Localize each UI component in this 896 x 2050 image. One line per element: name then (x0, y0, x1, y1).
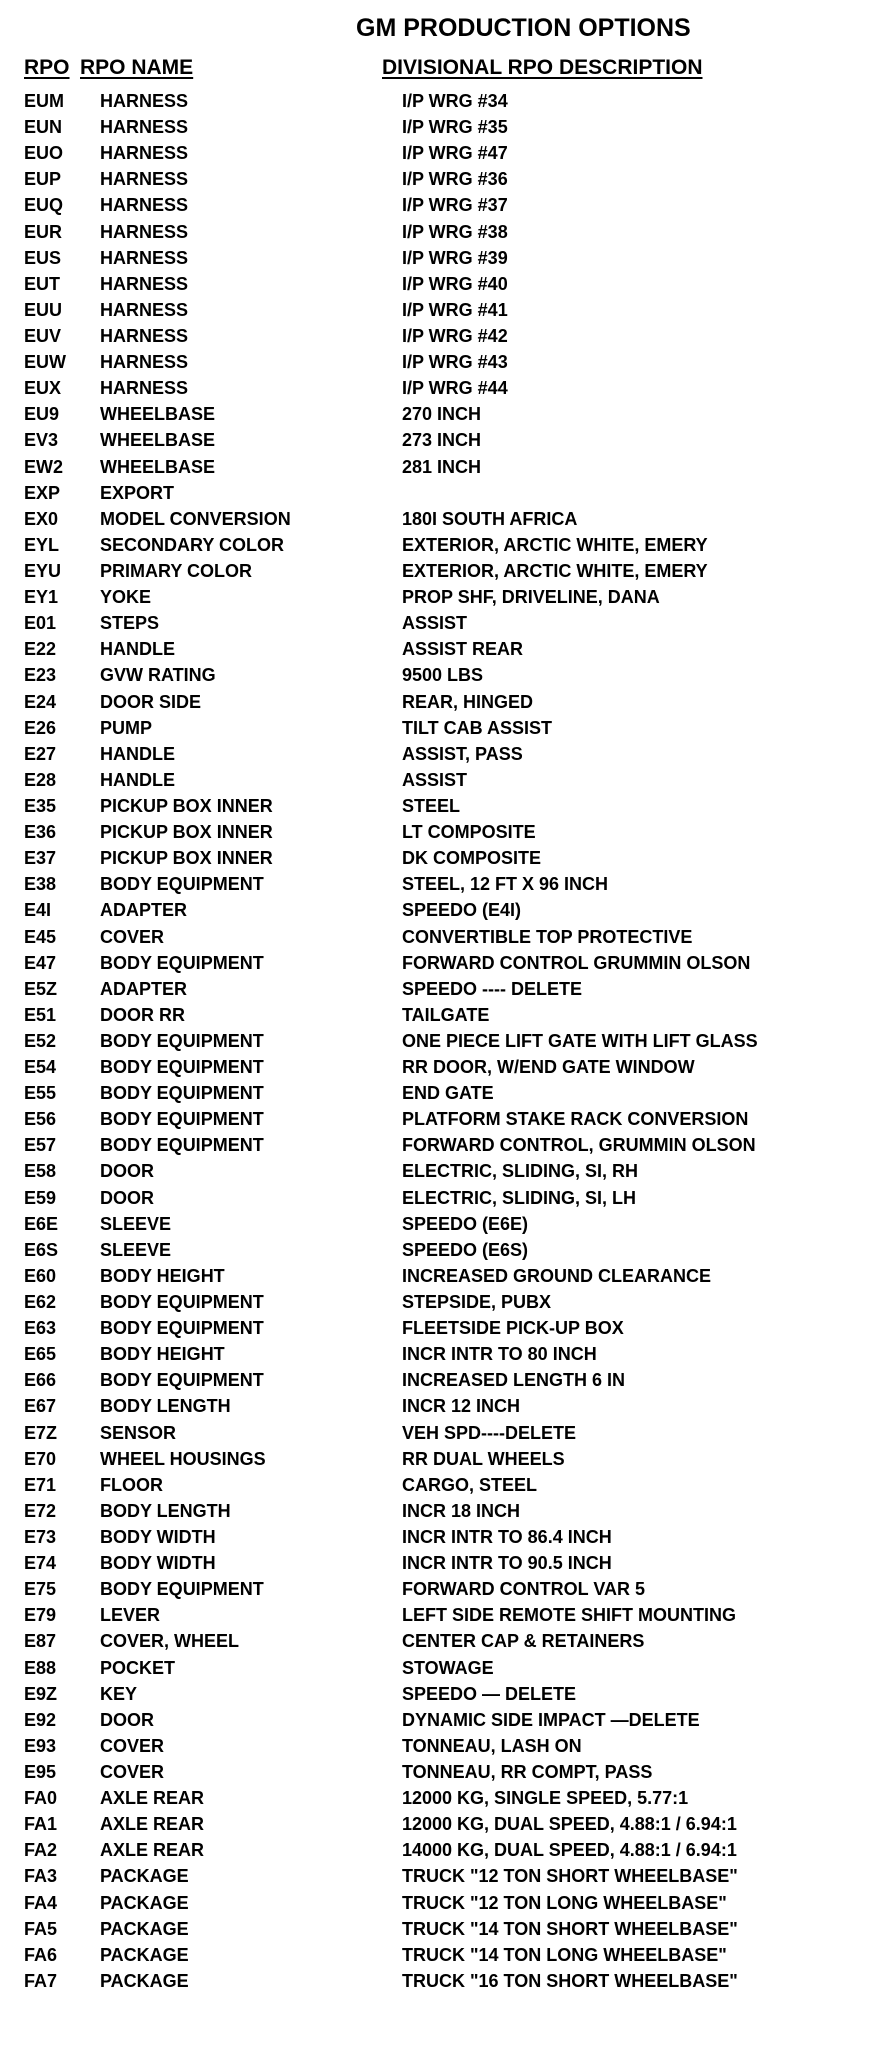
table-row (24, 1446, 884, 1472)
table-row (24, 1080, 884, 1106)
rpo-description: I/P WRG #40 (402, 273, 508, 294)
table-row (24, 741, 884, 767)
rpo-description: VEH SPD----DELETE (402, 1422, 577, 1443)
rpo-description: 14000 KG, DUAL SPEED, 4.88:1 / 6.94:1 (402, 1840, 737, 1861)
rpo-code: EV3 (24, 430, 59, 451)
rpo-description: TRUCK "14 TON SHORT WHEELBASE" (402, 1918, 738, 1939)
rpo-name: PUMP (100, 717, 153, 738)
table-row (24, 1185, 884, 1211)
table-row (24, 1785, 884, 1811)
rpo-code: EUQ (24, 195, 64, 216)
table-row (24, 1968, 884, 1994)
rpo-description: END GATE (402, 1083, 494, 1104)
rpo-code: E27 (24, 743, 57, 764)
rpo-description: 270 INCH (402, 404, 482, 425)
table-row (24, 1289, 884, 1315)
rpo-code: E6S (24, 1239, 59, 1260)
rpo-description: 9500 LBS (402, 665, 484, 686)
rpo-name: HARNESS (100, 299, 189, 320)
rpo-code: FA4 (24, 1892, 58, 1913)
rpo-code: E65 (24, 1344, 57, 1365)
table-row (24, 1759, 884, 1785)
table-row (24, 1681, 884, 1707)
rpo-description: TONNEAU, RR COMPT, PASS (402, 1762, 653, 1782)
rpo-name: DOOR SIDE (100, 691, 202, 712)
rpo-name: PICKUP BOX INNER (100, 848, 273, 869)
rpo-name: WHEELBASE (100, 456, 216, 477)
rpo-name: MODEL CONVERSION (100, 508, 291, 529)
table-row (24, 1550, 884, 1576)
rpo-name: PACKAGE (100, 1970, 189, 1991)
rpo-name: BODY LENGTH (100, 1500, 231, 1521)
rpo-description: PLATFORM STAKE RACK CONVERSION (402, 1109, 749, 1130)
rpo-code: E23 (24, 665, 57, 686)
table-row (24, 1524, 884, 1550)
rpo-name: BODY EQUIPMENT (100, 952, 264, 973)
rpo-description: INCR INTR TO 86.4 INCH (402, 1527, 612, 1548)
rpo-description: RR DUAL WHEELS (402, 1448, 565, 1469)
rpo-code: E45 (24, 926, 57, 947)
rpo-name: AXLE REAR (100, 1788, 205, 1809)
rpo-name: HARNESS (100, 325, 189, 346)
rpo-description: REAR, HINGED (402, 691, 534, 712)
rpo-name: ADAPTER (100, 978, 188, 999)
rpo-name: HARNESS (100, 143, 189, 164)
rpo-code: E62 (24, 1292, 57, 1313)
rpo-name: FLOOR (100, 1474, 163, 1495)
rpo-code: FA1 (24, 1814, 58, 1835)
rpo-name: AXLE REAR (100, 1840, 205, 1861)
rpo-code: E54 (24, 1057, 57, 1078)
rpo-description: I/P WRG #34 (402, 91, 508, 111)
rpo-description: FORWARD CONTROL, GRUMMIN OLSON (402, 1135, 756, 1156)
rpo-name: SECONDARY COLOR (100, 534, 285, 555)
rpo-code: EUM (24, 91, 64, 111)
table-row (24, 1028, 884, 1054)
rpo-description: EXTERIOR, ARCTIC WHITE, EMERY (402, 534, 708, 555)
rpo-description: FLEETSIDE PICK-UP BOX (402, 1318, 624, 1339)
rpo-name: COVER (100, 926, 165, 947)
rpo-description: TRUCK "12 TON LONG WHEELBASE" (402, 1892, 727, 1913)
rpo-code: E57 (24, 1135, 57, 1156)
rpo-code: EXP (24, 482, 61, 503)
rpo-name: DOOR (100, 1161, 154, 1182)
rpo-code: EUP (24, 169, 62, 190)
rpo-name: BODY HEIGHT (100, 1344, 225, 1365)
table-row (24, 427, 884, 453)
table-row (24, 767, 884, 793)
rpo-description: 12000 KG, SINGLE SPEED, 5.77:1 (402, 1788, 689, 1809)
rpo-name: WHEELBASE (100, 430, 216, 451)
rpo-name: YOKE (100, 587, 152, 608)
header-rpo-name: RPO NAME (80, 56, 194, 79)
table-row (24, 454, 884, 480)
rpo-code: E75 (24, 1579, 57, 1600)
rpo-description: I/P WRG #47 (402, 143, 508, 164)
rpo-name: BODY EQUIPMENT (100, 1318, 264, 1339)
rpo-code: E95 (24, 1762, 57, 1782)
rpo-code: EUT (24, 273, 60, 294)
rpo-description: I/P WRG #36 (402, 169, 508, 190)
rpo-name: BODY HEIGHT (100, 1265, 225, 1286)
rpo-description: STEPSIDE, PUBX (402, 1292, 552, 1313)
rpo-name: DOOR (100, 1187, 154, 1208)
rpo-code: EUO (24, 143, 64, 164)
rpo-name: BODY EQUIPMENT (100, 1135, 264, 1156)
table-row (24, 1132, 884, 1158)
rpo-code: E59 (24, 1187, 57, 1208)
table-row (24, 1733, 884, 1759)
rpo-description: CENTER CAP & RETAINERS (402, 1631, 645, 1652)
rpo-name: SENSOR (100, 1422, 177, 1443)
table-row (24, 871, 884, 897)
rpo-name: PACKAGE (100, 1892, 189, 1913)
rpo-code: FA2 (24, 1840, 58, 1861)
rpo-name: COVER (100, 1735, 165, 1756)
rpo-description: CARGO, STEEL (402, 1474, 538, 1495)
table-row (24, 715, 884, 741)
table-row (24, 1628, 884, 1654)
table-row (24, 1420, 884, 1446)
rpo-description: FORWARD CONTROL GRUMMIN OLSON (402, 952, 751, 973)
table-row (24, 1916, 884, 1942)
table-row (24, 1655, 884, 1681)
rpo-code: E63 (24, 1318, 57, 1339)
rpo-description: I/P WRG #37 (402, 195, 508, 216)
rpo-code: E72 (24, 1500, 57, 1521)
rpo-code: E01 (24, 613, 57, 634)
rpo-code: E36 (24, 822, 57, 843)
rpo-description: ASSIST, PASS (402, 743, 523, 764)
rpo-description: 12000 KG, DUAL SPEED, 4.88:1 / 6.94:1 (402, 1814, 737, 1835)
rpo-code: E60 (24, 1265, 57, 1286)
table-row (24, 1054, 884, 1080)
table-row (24, 114, 884, 140)
rpo-code: E70 (24, 1448, 57, 1469)
rpo-name: POCKET (100, 1657, 176, 1678)
rpo-name: HANDLE (100, 639, 175, 660)
rpo-name: HARNESS (100, 221, 189, 242)
rpo-description: TILT CAB ASSIST (402, 717, 552, 738)
table-row (24, 1602, 884, 1628)
rpo-code: E74 (24, 1553, 57, 1574)
options-table (24, 88, 884, 1994)
rpo-code: EY1 (24, 587, 59, 608)
rpo-name: SLEEVE (100, 1213, 172, 1234)
rpo-code: FA3 (24, 1866, 58, 1887)
rpo-name: EXPORT (100, 482, 175, 503)
rpo-code: E73 (24, 1527, 57, 1548)
rpo-code: E47 (24, 952, 57, 973)
table-row (24, 401, 884, 427)
rpo-code: EYL (24, 534, 60, 555)
rpo-code: FA6 (24, 1944, 58, 1965)
rpo-name: DOOR RR (100, 1004, 185, 1025)
rpo-description: I/P WRG #41 (402, 299, 508, 320)
rpo-name: HANDLE (100, 769, 175, 790)
rpo-description: 273 INCH (402, 430, 482, 451)
rpo-description: CONVERTIBLE TOP PROTECTIVE (402, 926, 693, 947)
table-row (24, 271, 884, 297)
table-row (24, 1576, 884, 1602)
rpo-code: E38 (24, 874, 57, 895)
rpo-code: EUX (24, 378, 62, 399)
table-row (24, 1890, 884, 1916)
rpo-description: INCR 18 INCH (402, 1500, 521, 1521)
rpo-code: E71 (24, 1474, 57, 1495)
table-row (24, 297, 884, 323)
rpo-name: PACKAGE (100, 1944, 189, 1965)
table-row (24, 584, 884, 610)
table-row (24, 532, 884, 558)
rpo-code: E55 (24, 1083, 57, 1104)
rpo-name: PICKUP BOX INNER (100, 795, 273, 816)
rpo-description: STEEL, 12 FT X 96 INCH (402, 874, 609, 895)
rpo-description: I/P WRG #42 (402, 325, 508, 346)
table-row (24, 610, 884, 636)
rpo-name: LEVER (100, 1605, 161, 1626)
header-rpo: RPO (24, 56, 70, 79)
table-row (24, 1811, 884, 1837)
rpo-code: EUV (24, 325, 62, 346)
rpo-description: 180I SOUTH AFRICA (402, 508, 578, 529)
rpo-code: FA5 (24, 1918, 58, 1939)
rpo-name: BODY WIDTH (100, 1553, 216, 1574)
rpo-description: ASSIST (402, 613, 468, 634)
rpo-description: STEEL (402, 795, 461, 816)
rpo-description: INCR 12 INCH (402, 1396, 521, 1417)
rpo-description: 281 INCH (402, 456, 482, 477)
table-row (24, 375, 884, 401)
rpo-name: BODY EQUIPMENT (100, 1057, 264, 1078)
rpo-name: HARNESS (100, 247, 189, 268)
rpo-description: SPEEDO ---- DELETE (402, 978, 583, 999)
rpo-name: HARNESS (100, 117, 189, 138)
rpo-description: I/P WRG #35 (402, 117, 508, 138)
rpo-description: I/P WRG #43 (402, 352, 508, 373)
rpo-description: SPEEDO (E6E) (402, 1213, 529, 1234)
rpo-description: SPEEDO (E6S) (402, 1239, 529, 1260)
table-row (24, 845, 884, 871)
table-row (24, 245, 884, 271)
rpo-name: BODY EQUIPMENT (100, 1109, 264, 1130)
table-row (24, 166, 884, 192)
table-row (24, 219, 884, 245)
rpo-name: BODY EQUIPMENT (100, 1083, 264, 1104)
rpo-description: ASSIST REAR (402, 639, 524, 660)
rpo-description: LEFT SIDE REMOTE SHIFT MOUNTING (402, 1605, 736, 1626)
rpo-name: PRIMARY COLOR (100, 560, 253, 581)
rpo-code: E4I (24, 900, 52, 921)
rpo-code: E35 (24, 795, 57, 816)
rpo-name: HARNESS (100, 195, 189, 216)
rpo-description: ASSIST (402, 769, 468, 790)
rpo-code: E5Z (24, 978, 58, 999)
rpo-name: AXLE REAR (100, 1814, 205, 1835)
rpo-code: E93 (24, 1735, 57, 1756)
rpo-name: HARNESS (100, 352, 189, 373)
table-row (24, 1211, 884, 1237)
rpo-name: BODY EQUIPMENT (100, 874, 264, 895)
rpo-code: E66 (24, 1370, 57, 1391)
rpo-code: E28 (24, 769, 57, 790)
table-row (24, 323, 884, 349)
rpo-description: TRUCK "12 TON SHORT WHEELBASE" (402, 1866, 738, 1887)
rpo-code: E92 (24, 1709, 57, 1730)
rpo-description: I/P WRG #44 (402, 378, 508, 399)
table-row (24, 1315, 884, 1341)
table-header (24, 56, 884, 86)
rpo-code: E79 (24, 1605, 57, 1626)
rpo-description: STOWAGE (402, 1657, 494, 1678)
rpo-name: SLEEVE (100, 1239, 172, 1260)
table-row (24, 924, 884, 950)
table-row (24, 349, 884, 375)
rpo-name: PACKAGE (100, 1866, 189, 1887)
rpo-name: COVER (100, 1762, 165, 1782)
table-row (24, 506, 884, 532)
rpo-description: DK COMPOSITE (402, 848, 542, 869)
rpo-code: EW2 (24, 456, 64, 477)
table-row (24, 88, 884, 114)
rpo-description: INCR INTR TO 80 INCH (402, 1344, 597, 1365)
rpo-code: E6E (24, 1213, 59, 1234)
rpo-description: LT COMPOSITE (402, 822, 536, 843)
rpo-name: PICKUP BOX INNER (100, 822, 273, 843)
rpo-name: HARNESS (100, 169, 189, 190)
rpo-description: FORWARD CONTROL VAR 5 (402, 1579, 646, 1600)
table-row (24, 480, 884, 506)
header-description: DIVISIONAL RPO DESCRIPTION (382, 56, 703, 79)
table-row (24, 1237, 884, 1263)
table-row (24, 819, 884, 845)
rpo-description: SPEEDO (E4I) (402, 900, 522, 921)
rpo-code: E51 (24, 1004, 57, 1025)
table-row (24, 636, 884, 662)
rpo-code: EUS (24, 247, 62, 268)
table-row (24, 1263, 884, 1289)
table-row (24, 689, 884, 715)
table-row (24, 793, 884, 819)
rpo-name: HARNESS (100, 273, 189, 294)
rpo-code: EUR (24, 221, 63, 242)
rpo-name: BODY LENGTH (100, 1396, 231, 1417)
table-row (24, 1393, 884, 1419)
rpo-code: E37 (24, 848, 57, 869)
rpo-code: E9Z (24, 1683, 58, 1704)
rpo-name: HARNESS (100, 378, 189, 399)
table-row (24, 1002, 884, 1028)
rpo-name: DOOR (100, 1709, 154, 1730)
rpo-code: E22 (24, 639, 57, 660)
rpo-description: PROP SHF, DRIVELINE, DANA (402, 587, 660, 608)
rpo-name: HARNESS (100, 91, 189, 111)
table-row (24, 950, 884, 976)
rpo-code: E24 (24, 691, 57, 712)
table-row (24, 1837, 884, 1863)
table-row (24, 1158, 884, 1184)
rpo-description: TRUCK "14 TON LONG WHEELBASE" (402, 1944, 727, 1965)
rpo-name: COVER, WHEEL (100, 1631, 240, 1652)
rpo-code: EX0 (24, 508, 59, 529)
rpo-name: BODY WIDTH (100, 1527, 216, 1548)
rpo-description: I/P WRG #39 (402, 247, 508, 268)
rpo-description: ELECTRIC, SLIDING, SI, LH (402, 1187, 637, 1208)
rpo-code: E88 (24, 1657, 57, 1678)
rpo-code: E7Z (24, 1422, 58, 1443)
table-row (24, 192, 884, 218)
table-row (24, 1472, 884, 1498)
rpo-name: KEY (100, 1683, 138, 1704)
page-title: GM PRODUCTION OPTIONS (356, 14, 691, 42)
rpo-code: E58 (24, 1161, 57, 1182)
rpo-description: DYNAMIC SIDE IMPACT —DELETE (402, 1709, 700, 1730)
rpo-name: BODY EQUIPMENT (100, 1579, 264, 1600)
table-row (24, 897, 884, 923)
rpo-description: INCREASED GROUND CLEARANCE (402, 1265, 712, 1286)
rpo-code: EUN (24, 117, 63, 138)
rpo-description: I/P WRG #38 (402, 221, 508, 242)
rpo-code: E87 (24, 1631, 57, 1652)
rpo-description: RR DOOR, W/END GATE WINDOW (402, 1057, 695, 1078)
rpo-code: E56 (24, 1109, 57, 1130)
rpo-name: BODY EQUIPMENT (100, 1030, 264, 1051)
table-row (24, 662, 884, 688)
rpo-code: E52 (24, 1030, 57, 1051)
rpo-code: FA0 (24, 1788, 58, 1809)
rpo-name: BODY EQUIPMENT (100, 1370, 264, 1391)
rpo-code: EYU (24, 560, 62, 581)
rpo-description: TAILGATE (402, 1004, 490, 1025)
rpo-name: WHEELBASE (100, 404, 216, 425)
table-row (24, 140, 884, 166)
rpo-code: E67 (24, 1396, 57, 1417)
rpo-code: EUU (24, 299, 63, 320)
table-row (24, 1341, 884, 1367)
rpo-code: EUW (24, 352, 66, 373)
rpo-description: INCREASED LENGTH 6 IN (402, 1370, 626, 1391)
rpo-description: ONE PIECE LIFT GATE WITH LIFT GLASS (402, 1030, 758, 1051)
table-row (24, 976, 884, 1002)
rpo-name: WHEEL HOUSINGS (100, 1448, 266, 1469)
rpo-description: EXTERIOR, ARCTIC WHITE, EMERY (402, 560, 708, 581)
rpo-name: HANDLE (100, 743, 175, 764)
rpo-description: TONNEAU, LASH ON (402, 1735, 582, 1756)
rpo-name: BODY EQUIPMENT (100, 1292, 264, 1313)
table-row (24, 1863, 884, 1889)
rpo-description: SPEEDO — DELETE (402, 1683, 577, 1704)
rpo-code: EU9 (24, 404, 60, 425)
table-row (24, 1367, 884, 1393)
table-row (24, 1498, 884, 1524)
rpo-code: FA7 (24, 1970, 58, 1991)
rpo-name: PACKAGE (100, 1918, 189, 1939)
rpo-name: STEPS (100, 613, 160, 634)
table-row (24, 1106, 884, 1132)
rpo-code: E26 (24, 717, 57, 738)
rpo-name: GVW RATING (100, 665, 216, 686)
rpo-description: ELECTRIC, SLIDING, SI, RH (402, 1161, 639, 1182)
rpo-description: TRUCK "16 TON SHORT WHEELBASE" (402, 1970, 738, 1991)
rpo-name: ADAPTER (100, 900, 188, 921)
table-row (24, 1707, 884, 1733)
rpo-description: INCR INTR TO 90.5 INCH (402, 1553, 612, 1574)
table-row (24, 1942, 884, 1968)
table-row (24, 558, 884, 584)
